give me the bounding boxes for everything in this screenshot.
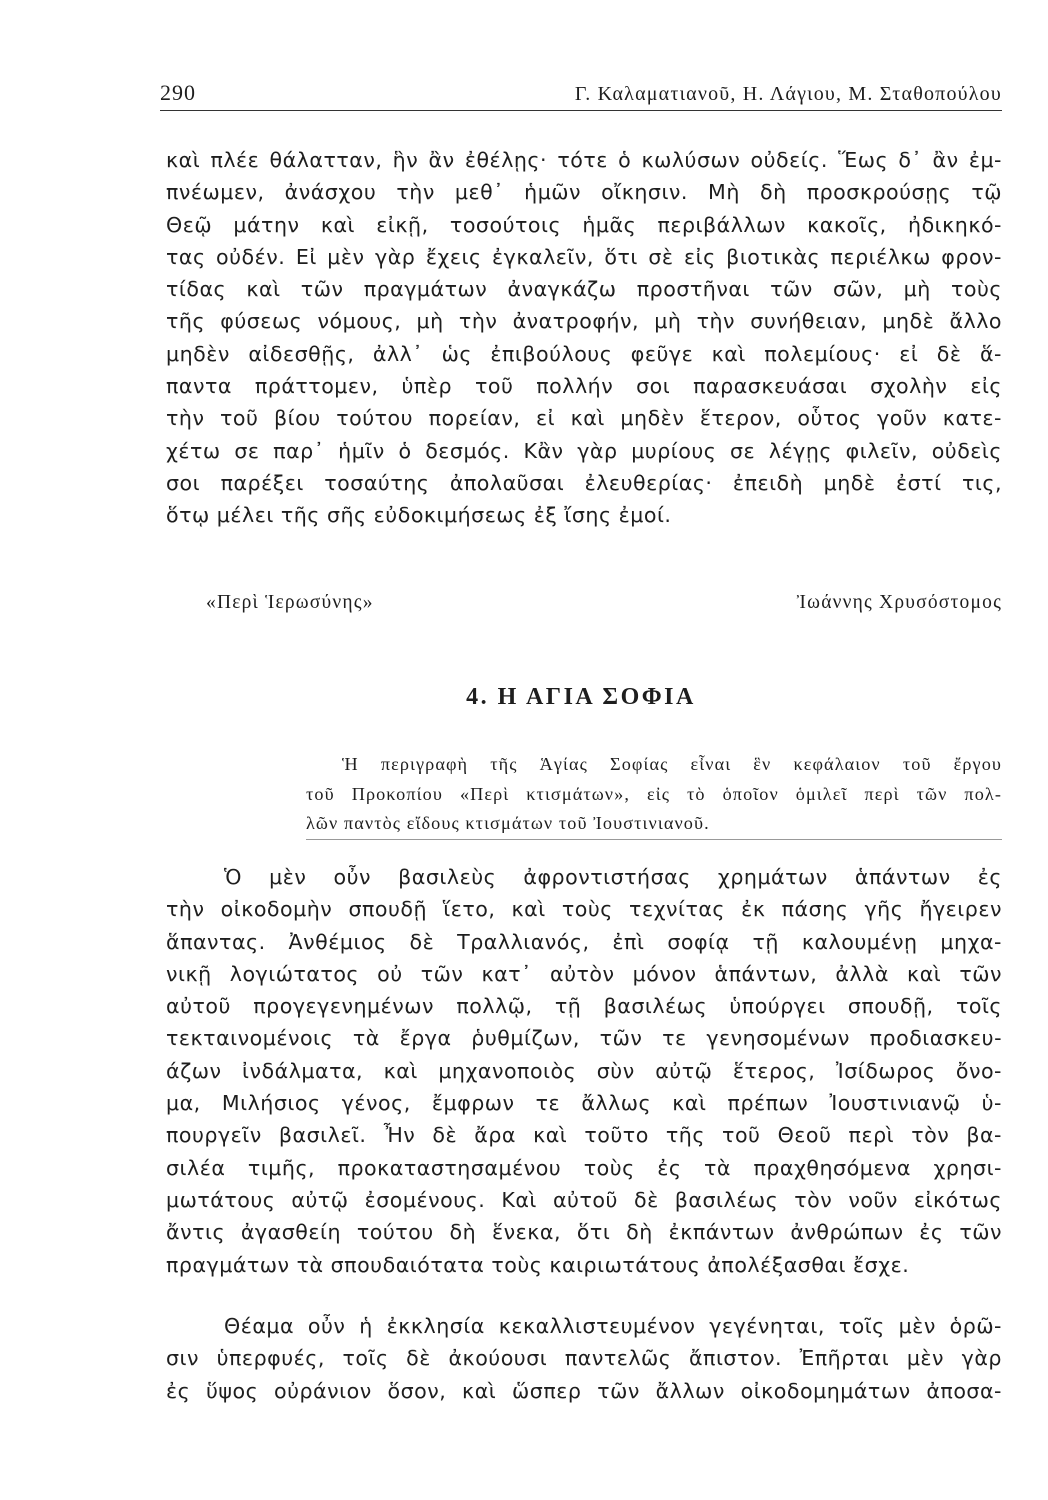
note-divider [306, 839, 1002, 840]
text-line: πνέωμεν, ἀνάσχου τὴν μεθ᾽ ἡμῶν οἴκησιν. Μὴ δὴ προσκρούσῃς τῷ [166, 180, 1002, 205]
text-line: τὴν τοῦ βίου τούτου πορείαν, εἰ καὶ μηδὲν ἕτερον, οὗτος γοῦν κατε- [166, 406, 1002, 431]
procopius-passage [166, 861, 1002, 1281]
text-line: μηδὲν αἰδεσθῇς, ἀλλ᾽ ὡς ἐπιβούλους φεῦγε καὶ πολεμίους· εἰ δὲ ἅ- [166, 341, 1002, 366]
note-line: Ἡ περιγραφὴ τῆς Ἁγίας Σοφίας εἶναι ἓν κεφάλαιον τοῦ ἔργου [342, 754, 1002, 774]
page-header [160, 76, 1002, 111]
text-line: τῆς φύσεως νόμους, μὴ τὴν ἀνατροφήν, μὴ τὴν συνήθειαν, μηδὲ ἄλλο [166, 309, 1002, 334]
text-line: άζων ἰνδάλματα, καὶ μηχανοποιὸς σὺν αὐτῷ ἕτερος, Ἰσίδωρος ὄνο- [166, 1058, 1002, 1083]
text-line: ἄντις ἀγασθείη τούτου δὴ ἕνεκα, ὅτι δὴ ἐκπάντων ἀνθρώπων ἐς τῶν [166, 1220, 1002, 1245]
text-line: Θεῷ μάτην καὶ εἰκῇ, τοσούτοις ἡμᾶς περιβάλλων κακοῖς, ἠδικηκό- [166, 212, 1002, 237]
note-line: λῶν παντὸς εἴδους κτισμάτων τοῦ Ἰουστινιανοῦ. [306, 813, 710, 833]
text-line: σιν ὑπερφυές, τοῖς δὲ ἀκούουσι παντελῶς ἄπιστον. Ἐπῆρται μὲν γὰρ [166, 1346, 1002, 1371]
text-line: τὴν οἰκοδομὴν σπουδῇ ἵετο, καὶ τοὺς τεχνίτας ἐκ πάσης γῆς ἤγειρεν [166, 897, 1002, 922]
source-author: Ἰωάννης Χρυσόστομος [796, 592, 1002, 613]
text-line: τας οὐδέν. Εἰ μὲν γὰρ ἔχεις ἐγκαλεῖν, ὅτι σὲ εἰς βιοτικὰς περιέλκω φρον- [166, 244, 1002, 269]
procopius-passage-continued [166, 1310, 1002, 1407]
text-line: ἅπαντας. Ἀνθέμιος δὲ Τραλλιανός, ἐπὶ σοφίᾳ τῇ καλουμένῃ μηχα- [166, 929, 1002, 954]
text-line: ὅτῳ μέλει τῆς σῆς εὐδοκιμήσεως ἐξ ἴσης ἐμοί. [166, 503, 672, 528]
text-line: πουργεῖν βασιλεῖ. Ἦν δὲ ἄρα καὶ τοῦτο τῆς τοῦ Θεοῦ περὶ τὸν βα- [166, 1123, 1002, 1148]
text-line: μα, Μιλήσιος γένος, ἔμφρων τε ἄλλως καὶ πρέπων Ἰουστινιανῷ ὑ- [166, 1091, 1002, 1116]
text-line: πραγμάτων τὰ σπουδαιότατα τοὺς καιριωτάτους ἀπολέξασθαι ἔσχε. [166, 1252, 910, 1277]
text-line: ἐς ὕψος οὐράνιον ὅσον, καὶ ὥσπερ τῶν ἄλλων οἰκοδομημάτων ἀποσα- [166, 1378, 1002, 1403]
text-line: Θέαμα οὖν ἡ ἐκκλησία κεκαλλιστευμένον γεγένηται, τοῖς μὲν ὁρῶ- [224, 1314, 1002, 1338]
section-heading: 4. Η ΑΓΙΑ ΣΟΦΙΑ [466, 684, 696, 710]
text-line: νικῇ λογιώτατος οὐ τῶν κατ᾽ αὐτὸν μόνον ἁπάντων, ἀλλὰ καὶ τῶν [166, 961, 1002, 986]
page-number: 290 [160, 80, 196, 105]
source-work: «Περὶ Ἱερωσύνης» [206, 592, 374, 613]
text-line: τεκταινομένοις τὰ ἔργα ῥυθμίζων, τῶν τε γενησομένων προδιασκευ- [166, 1026, 1002, 1051]
text-line: μωτάτους αὐτῷ ἐσομένους. Καὶ αὐτοῦ δὲ βασιλέως τὸν νοῦν εἰκότως [166, 1187, 1002, 1212]
running-head: Γ. Καλαματιανοῦ, Η. Λάγιου, Μ. Σταθοπούλου [574, 83, 1002, 105]
text-line: αὐτοῦ προγεγενημένων πολλῷ, τῇ βασιλέως ὑπούργει σπουδῇ, τοῖς [166, 994, 1002, 1019]
text-line: Ὁ μὲν οὖν βασιλεὺς ἀφροντιστήσας χρημάτων ἁπάντων ἐς [224, 865, 1002, 889]
text-line: καὶ πλέε θάλατταν, ἣν ἂν ἐθέλῃς· τότε ὁ κωλύσων οὐδείς. Ἕως δ᾽ ἂν ἐμ- [166, 148, 1002, 172]
text-line: σοι παρέξει τοσαύτης ἀπολαῦσαι ἐλευθερίας· ἐπειδὴ μηδὲ ἐστί τις, [166, 470, 1002, 495]
source-citation [206, 592, 1002, 622]
text-line: τίδας καὶ τῶν πραγμάτων ἀναγκάζω προστῆναι τῶν σῶν, μὴ τοὺς [166, 277, 1002, 302]
intro-note [306, 750, 1002, 839]
chrysostom-passage [166, 144, 1002, 532]
text-line: χέτω σε παρ᾽ ἡμῖν ὁ δεσμός. Κἂν γὰρ μυρίους σε λέγῃς φιλεῖν, οὐδεὶς [166, 438, 1002, 463]
note-line: τοῦ Προκοπίου «Περὶ κτισμάτων», εἰς τὸ ὁποῖον ὁμιλεῖ περὶ τῶν πολ- [306, 783, 1002, 804]
text-line: παντα πράττομεν, ὑπὲρ τοῦ πολλήν σοι παρασκευάσαι σχολὴν εἰς [166, 374, 1002, 399]
text-line: σιλέα τιμῆς, προκαταστησαμένου τοὺς ἐς τὰ πραχθησόμενα χρησι- [166, 1155, 1002, 1180]
